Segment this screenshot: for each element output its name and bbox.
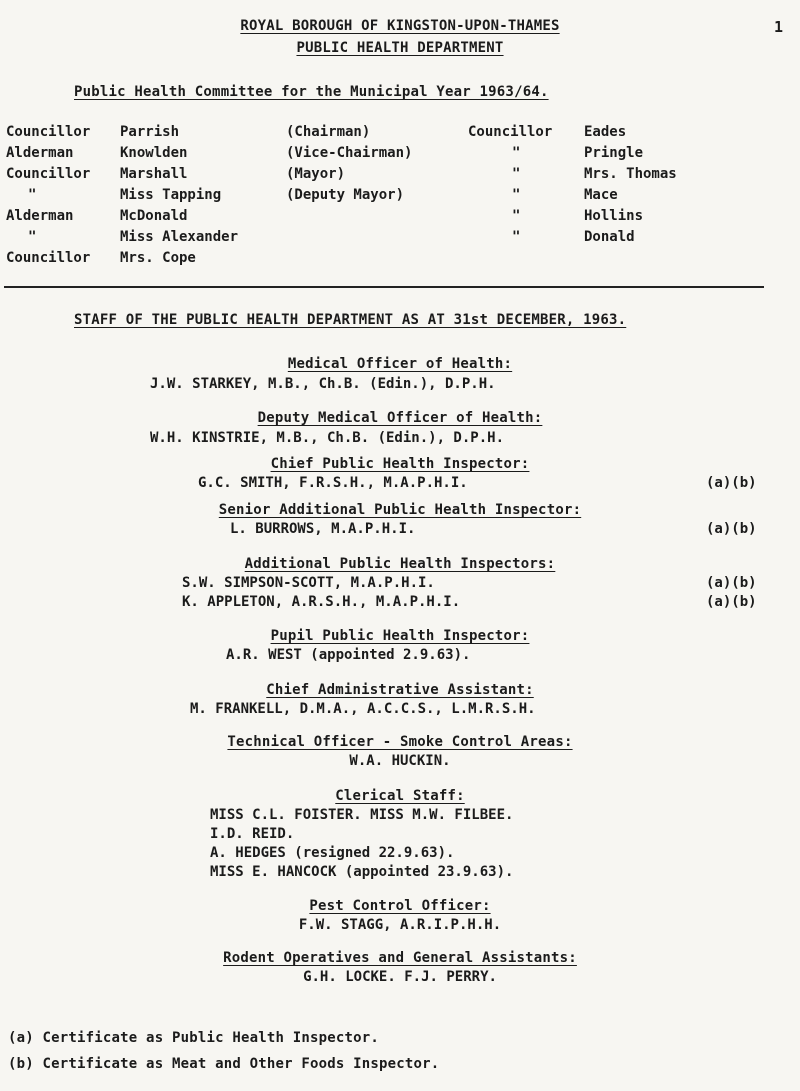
member-name: Mrs. Cope [120,250,196,266]
member-role: (Chairman) [286,124,371,140]
committee-row [6,166,786,184]
footnote: (b) Certificate as Meat and Other Foods Inspector. [8,1056,440,1072]
member-name: Marshall [120,166,188,182]
committee-row [6,229,786,247]
member-title: " [28,187,37,203]
qualification-tag: (a)(b) [706,521,757,537]
member-name: Knowlden [120,145,188,161]
member-title-right: " [512,187,521,203]
section-heading: Chief Public Health Inspector: [270,456,530,472]
section-divider [4,286,764,288]
member-name-right: Mace [584,187,618,203]
staff-line: G.H. LOCKE. F.J. PERRY. [303,969,497,985]
member-name: Miss Alexander [120,229,239,245]
member-title-right: " [512,208,521,224]
staff-line: MISS C.L. FOISTER. MISS M.W. FILBEE. [210,807,514,823]
staff-line: A. HEDGES (resigned 22.9.63). [210,845,455,861]
member-name-right: Mrs. Thomas [584,166,677,182]
staff-line: G.C. SMITH, F.R.S.H., M.A.P.H.I. [198,475,468,491]
staff-line: MISS E. HANCOCK (appointed 23.9.63). [210,864,514,880]
member-title: Councillor [6,124,91,140]
staff-line: I.D. REID. [210,826,295,842]
staff-line: S.W. SIMPSON-SCOTT, M.A.P.H.I. [182,575,435,591]
committee-row [6,250,786,268]
member-name-right: Hollins [584,208,644,224]
staff-line: K. APPLETON, A.R.S.H., M.A.P.H.I. [182,594,461,610]
qualification-tag: (a)(b) [706,594,757,610]
footnote: (a) Certificate as Public Health Inspector. [8,1030,380,1046]
qualification-tag: (a)(b) [706,475,757,491]
section-heading: Medical Officer of Health: [287,356,513,372]
section-heading: Senior Additional Public Health Inspector: [218,502,582,518]
committee-row [6,145,786,163]
member-title-right: " [512,229,521,245]
member-name: Miss Tapping [120,187,222,203]
staff-line: A.R. WEST (appointed 2.9.63). [226,647,471,663]
section-heading: Pupil Public Health Inspector: [270,628,530,644]
member-title-right: " [512,166,521,182]
header-line-2: PUBLIC HEALTH DEPARTMENT [296,40,504,56]
member-title: " [28,229,37,245]
committee-title: Public Health Committee for the Municipal Year 1963/64. [74,84,549,100]
staff-line: W.A. HUCKIN. [349,753,451,769]
page-number: 1 [774,18,784,36]
staff-line: L. BURROWS, M.A.P.H.I. [230,521,416,537]
member-title-right: Councillor [468,124,553,140]
member-role: (Mayor) [286,166,346,182]
member-title: Alderman [6,145,74,161]
section-heading: Pest Control Officer: [309,898,491,914]
member-name-right: Eades [584,124,627,140]
member-name-right: Pringle [584,145,644,161]
section-heading: Clerical Staff: [335,788,465,804]
committee-row [6,187,786,205]
member-title: Councillor [6,250,91,266]
committee-row [6,208,786,226]
member-title-right: " [512,145,521,161]
member-role: (Deputy Mayor) [286,187,405,203]
staff-line: F.W. STAGG, A.R.I.P.H.H. [298,917,502,933]
staff-title: STAFF OF THE PUBLIC HEALTH DEPARTMENT AS AT 31st DECEMBER, 1963. [74,312,627,328]
section-heading: Additional Public Health Inspectors: [244,556,556,572]
member-title: Councillor [6,166,91,182]
staff-line: W.H. KINSTRIE, M.B., Ch.B. (Edin.), D.P.H. [150,430,505,446]
member-title: Alderman [6,208,74,224]
qualification-tag: (a)(b) [706,575,757,591]
section-heading: Rodent Operatives and General Assistants: [223,950,577,966]
committee-row [6,124,786,142]
member-name-right: Donald [584,229,635,245]
member-name: Parrish [120,124,180,140]
staff-line: J.W. STARKEY, M.B., Ch.B. (Edin.), D.P.H. [150,376,496,392]
staff-line: M. FRANKELL, D.M.A., A.C.C.S., L.M.R.S.H. [190,701,536,717]
section-heading: Chief Administrative Assistant: [266,682,534,698]
member-name: McDonald [120,208,188,224]
header-line-1: ROYAL BOROUGH OF KINGSTON-UPON-THAMES [240,18,560,34]
section-heading: Deputy Medical Officer of Health: [257,410,543,426]
member-role: (Vice-Chairman) [286,145,413,161]
section-heading: Technical Officer - Smoke Control Areas: [227,734,573,750]
